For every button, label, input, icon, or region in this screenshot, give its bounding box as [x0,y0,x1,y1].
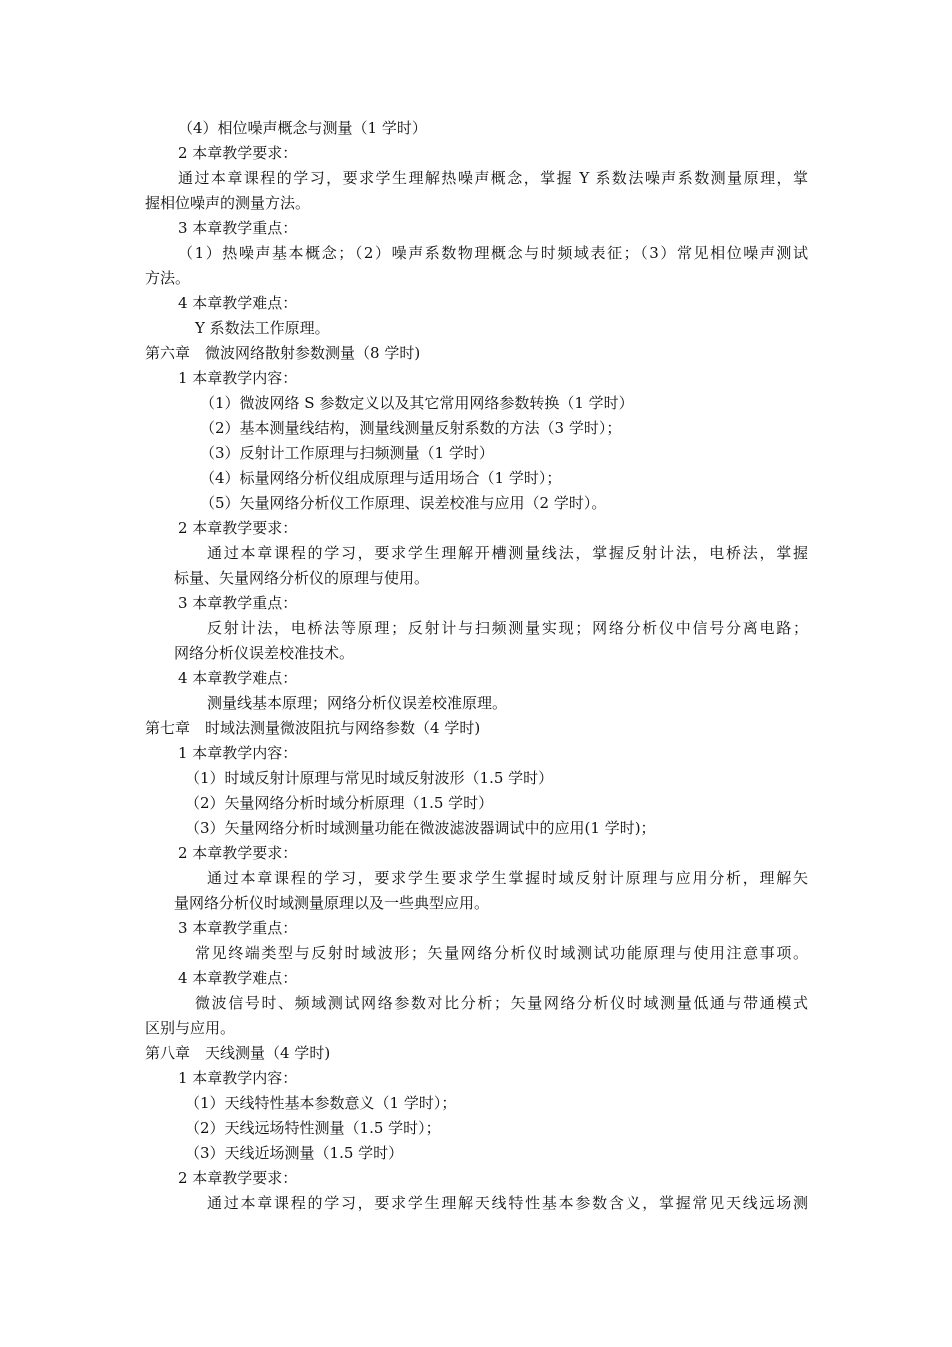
section-heading: 3 本章教学重点： [178,219,298,237]
text-line: 标量、矢量网络分析仪的原理与使用。 [174,569,430,587]
section-heading: 3 本章教学重点： [178,919,298,937]
text-line: Y 系数法工作原理。 [195,319,330,337]
list-item: （2）基本测量线结构，测量线测量反射系数的方法（3 学时）； [200,419,622,437]
list-item: （2）矢量网络分析时域分析原理（1.5 学时） [185,794,494,812]
text-line: 测量线基本原理；网络分析仪误差校准原理。 [207,694,508,712]
text-line: 常见终端类型与反射时域波形；矢量网络分析仪时域测试功能原理与使用注意事项。 [195,944,808,962]
text-line: 区别与应用。 [145,1019,236,1037]
list-item: （1）时域反射计原理与常见时域反射波形（1.5 学时） [185,769,554,787]
section-heading: 2 本章教学要求： [178,844,298,862]
text-line: 握相位噪声的测量方法。 [145,194,311,212]
text-line: 通过本章课程的学习，要求学生理解热噪声概念，掌握 Y 系数法噪声系数测量原理，掌 [178,169,808,187]
chapter-title: 第七章 时域法测量微波阻抗与网络参数（4 学时) [145,719,481,737]
list-item: （3）反射计工作原理与扫频测量（1 学时） [200,444,494,462]
section-heading: 2 本章教学要求： [178,1169,298,1187]
text-line: （4）相位噪声概念与测量（1 学时） [178,119,427,137]
text-line: 通过本章课程的学习，要求学生要求学生掌握时域反射计原理与应用分析，理解矢 [207,869,808,887]
section-heading: 3 本章教学重点： [178,594,298,612]
list-item: （1）天线特性基本参数意义（1 学时）； [185,1094,457,1112]
list-item: （4）标量网络分析仪组成原理与适用场合（1 学时）； [200,469,562,487]
text-line: 微波信号时、频域测试网络参数对比分析；矢量网络分析仪时域测量低通与带通模式 [195,994,808,1012]
list-item: （3）矢量网络分析时域测量功能在微波滤波器调试中的应用(1 学时)； [185,819,656,837]
section-heading: 4 本章教学难点： [178,669,298,687]
chapter-title: 第六章 微波网络散射参数测量（8 学时) [145,344,421,362]
text-line: 网络分析仪误差校准技术。 [174,644,355,662]
list-item: （5）矢量网络分析仪工作原理、误差校准与应用（2 学时）。 [200,494,607,512]
text-line: 通过本章课程的学习，要求学生理解开槽测量线法，掌握反射计法，电桥法，掌握 [207,544,808,562]
text-line: 反射计法，电桥法等原理；反射计与扫频测量实现；网络分析仪中信号分离电路； [207,619,808,637]
chapter-title: 第八章 天线测量（4 学时) [145,1044,331,1062]
section-heading: 2 本章教学要求： [178,519,298,537]
section-heading: 1 本章教学内容： [178,744,298,762]
text-line: 量网络分析仪时域测量原理以及一些典型应用。 [174,894,490,912]
section-heading: 2 本章教学要求： [178,144,298,162]
text-line: 通过本章课程的学习，要求学生理解天线特性基本参数含义，掌握常见天线远场测 [207,1194,808,1212]
section-heading: 4 本章教学难点： [178,294,298,312]
list-item: （3）天线近场测量（1.5 学时） [185,1144,404,1162]
section-heading: 1 本章教学内容： [178,1069,298,1087]
section-heading: 1 本章教学内容： [178,369,298,387]
list-item: （2）天线远场特性测量（1.5 学时）； [185,1119,441,1137]
list-item: （1）微波网络 S 参数定义以及其它常用网络参数转换（1 学时） [200,394,634,412]
text-line: 方法。 [145,269,191,287]
section-heading: 4 本章教学难点： [178,969,298,987]
text-line: （1）热噪声基本概念；（2）噪声系数物理概念与时频域表征；（3）常见相位噪声测试 [178,244,808,262]
